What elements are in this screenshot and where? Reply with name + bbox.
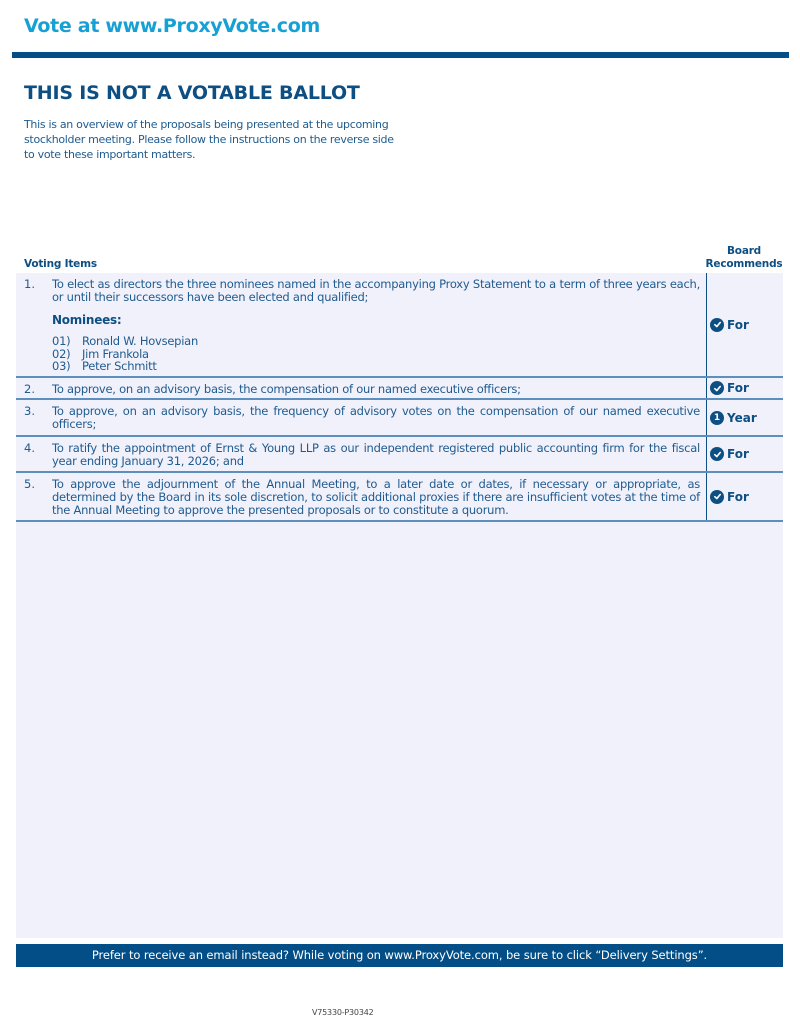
recommendation-label: Year (727, 410, 757, 425)
nominees-heading: Nominees: (52, 313, 122, 327)
item-text: To ratify the appointment of Ernst & Young LLP as our independent registered public accounting firm for the fiscal year ending January 31, 2026; and (52, 441, 700, 468)
recommendation-label: For (727, 317, 749, 332)
check-circle-icon (710, 490, 724, 504)
recommendation-label: For (727, 489, 749, 504)
email-delivery-notice: Prefer to receive an email instead? While voting on www.ProxyVote.com, be sure to click “Delivery Settings”. (16, 944, 783, 967)
column-header-voting-items: Voting Items (24, 258, 97, 270)
nominee-name: Peter Schmitt (82, 359, 157, 373)
nominee-name: Ronald W. Hovsepian (82, 334, 198, 348)
voting-item-row-3 (16, 400, 783, 437)
check-circle-icon (710, 447, 724, 461)
check-circle-icon (710, 318, 724, 332)
nominee-name: Jim Frankola (82, 346, 149, 361)
recommendation-label: For (727, 447, 749, 461)
document-code: V75330-P30342 (312, 1008, 374, 1017)
item-number: 1. (24, 277, 35, 291)
board-recommends-label: Board Recommends (705, 245, 783, 270)
nominee-item (52, 360, 700, 373)
intro-text: This is an overview of the proposals being presented at the upcoming stockholder meeting. Please follow the instructions on the reverse side to vote these important matters. (24, 118, 394, 161)
voting-item-row-2 (16, 378, 783, 400)
nominee-list (52, 335, 700, 373)
nominee-number: 01) (52, 334, 71, 348)
voting-item-row-4 (16, 437, 783, 473)
board-recommendation (706, 378, 783, 398)
header-divider (12, 52, 789, 58)
board-recommendation (706, 437, 783, 471)
item-text: To approve, on an advisory basis, the compensation of our named executive officers; (52, 382, 521, 396)
item-text: To approve, on an advisory basis, the frequency of advisory votes on the compensation of our named executive officers; (52, 404, 700, 431)
page-title: THIS IS NOT A VOTABLE BALLOT (24, 82, 360, 104)
voting-items-panel (16, 273, 783, 938)
board-recommendation (706, 273, 783, 376)
check-circle-icon (710, 381, 724, 395)
item-number: 4. (24, 441, 35, 455)
item-text: To approve the adjournment of the Annual Meeting, to a later date or dates, if necessary or appropriate, as determined by the Board in its sole discretion, to solicit additional proxies if there are insufficient votes at the time of the Annual Meeting to approve the presented proposals or to constitute a quorum. (52, 477, 700, 517)
item-text: To elect as directors the three nominees named in the accompanying Proxy Statement to a term of three years each, or until their successors have been elected and qualified; (52, 277, 700, 304)
item-number: 2. (24, 382, 35, 396)
nominee-item (52, 335, 700, 348)
number-1-circle-icon: 1 (710, 411, 724, 425)
proxyvote-link[interactable]: Vote at www.ProxyVote.com (24, 15, 320, 37)
voting-item-row-5 (16, 473, 783, 522)
board-recommendation (706, 473, 783, 520)
board-recommendation (706, 400, 783, 435)
item-number: 3. (24, 404, 35, 418)
nominee-number: 02) (52, 346, 71, 361)
nominee-number: 03) (52, 359, 71, 373)
recommendation-label: For (727, 381, 749, 395)
column-header-board-recommends (700, 245, 788, 271)
item-number: 5. (24, 477, 35, 491)
item-description (52, 273, 706, 376)
voting-item-row-1 (16, 273, 783, 378)
